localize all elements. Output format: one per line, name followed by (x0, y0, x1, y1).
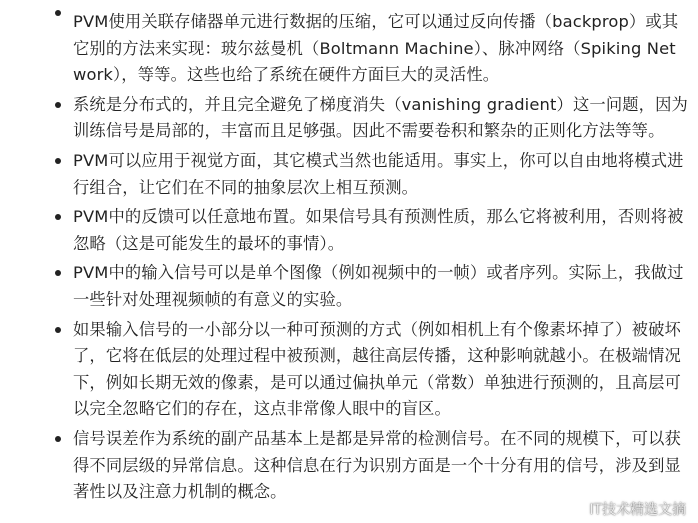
watermark (565, 499, 686, 519)
watermark-text: IT技术精选文摘 (589, 502, 686, 518)
bullet-dot (55, 10, 61, 16)
list-item (0, 426, 698, 506)
bullet-dot (55, 327, 61, 333)
list-item-text: 系统是分布式的，并且完全避免了梯度消失（vanishing gradient）这一问题，因为训练信号是局部的，丰富而且足够强。因此不需要卷积和繁杂的正则化方法等等。 (73, 94, 688, 141)
bullet-dot (55, 270, 61, 276)
bullet-dot (55, 214, 61, 220)
list-item (0, 317, 698, 423)
list-item-text: 信号误差作为系统的副产品基本上是都是异常的检测信号。在不同的规模下，可以获得不同层级的异常信息。这种信息在行为识别方面是一个十分有用的信号，涉及到显著性以及注意力机制的概念。 (73, 428, 681, 502)
list-item (0, 148, 698, 201)
bullet-dot (55, 436, 61, 442)
list-item-text: PVM中的输入信号可以是单个图像（例如视频中的一帧）或者序列。实际上，我做过一些针对处理视频帧的有意义的实验。 (73, 263, 684, 309)
list-item-text: PVM中的反馈可以任意地布置。如果信号具有预测性质，那么它将被利用，否则将被忽略（这是可能发生的最坏的事情）。 (73, 207, 684, 253)
list-item (0, 0, 698, 89)
list-item-text: 如果输入信号的一小部分以一种可预测的方式（例如相机上有个像素坏掉了）被破坏了，它将在低层的处理过程中被预测，越往高层传播，这种影响就越小。在极端情况下，例如长期无效的像素，是可以通过偏执单元（常数）单独进行预测的，且高层可以完全忽略它们的存在，这点非常像人眼中的盲区。 (73, 319, 681, 419)
list-item (0, 204, 698, 257)
list-item (0, 260, 698, 313)
list-item-text: PVM使用关联存储器单元进行数据的压缩，它可以通过反向传播（backprop）或其它别的方法来实现：玻尔兹曼机（Boltmann Machine）、脉冲网络（Spiking Network），等等。这些也给了系统在硬件方面巨大的灵活性。 (73, 12, 679, 85)
list-item (0, 92, 698, 145)
bullet-dot (55, 158, 61, 164)
wechat-icon (565, 500, 583, 518)
list-item-text: PVM可以应用于视觉方面，其它模式当然也能适用。事实上，你可以自由地将模式进行组合，让它们在不同的抽象层次上相互预测。 (73, 150, 684, 197)
bullet-dot (55, 102, 61, 108)
